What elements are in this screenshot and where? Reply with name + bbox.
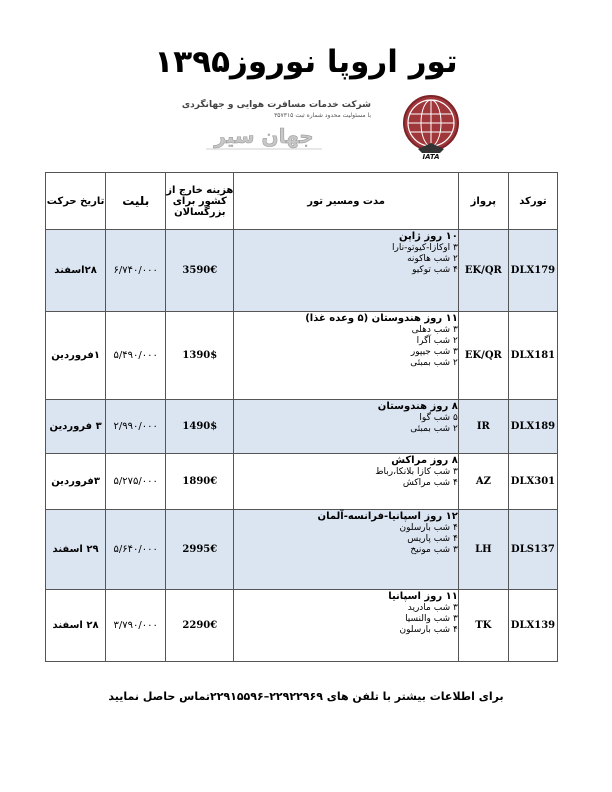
price-cell: 2290€ [166,590,234,662]
route-cell [234,590,458,662]
ticket-cell: ۶/۷۴۰/۰۰۰ [106,230,166,312]
route-title: ۱۰ روز ژاپن [398,231,458,242]
route-stop: ۲ شب هاکونه [407,254,458,264]
route-stop: ۴ شب بارسلون [399,523,458,533]
ticket-cell: ۲/۹۹۰/۰۰۰ [106,400,166,454]
price-cell: 3590€ [166,230,234,312]
company-name: شرکت خدمات مسافرت هوایی و جهانگردی [181,100,371,110]
ticket-cell: ۵/۴۹۰/۰۰۰ [106,312,166,400]
ticket-cell: ۵/۲۷۵/۰۰۰ [106,454,166,510]
price-cell: 1490$ [166,400,234,454]
page-title: تور اروپا نوروز۱۳۹۵ [154,44,458,80]
route-stop: ۲ شب بمبئی [410,424,458,434]
route-stop: ۳ شب جیپور [410,347,458,357]
table-row [46,400,558,454]
table-row [46,590,558,662]
route-stop: ۲ شب بمبئی [410,358,458,368]
company-registration: با مسئولیت محدود شماره ثبت ۳۵۷۳۱۵ [274,112,371,119]
tour-code-cell: DLX139 [508,590,557,662]
tour-table [45,172,558,662]
table-row [46,510,558,590]
route-title: ۸ روز مراکش [391,455,458,466]
departure-date-cell: ۲۸اسفند [46,230,106,312]
route-stop: ۴ شب بارسلون [399,625,458,635]
brand-logo [196,121,332,153]
header-ticket: بلیت [106,173,166,230]
price-cell: 1390$ [166,312,234,400]
table-row [46,230,558,312]
route-cell [234,312,458,400]
airline-cell: IR [458,400,508,454]
route-stop: ۳ شب مادرید [407,603,458,613]
brand-wordmark: جهان سیر [214,124,314,148]
departure-date-cell: ۲۸ اسفند [46,590,106,662]
departure-date-cell: ۱فروردین [46,312,106,400]
departure-date-cell: ۳ فروردین [46,400,106,454]
route-cell [234,400,458,454]
tour-code-cell: DLX181 [508,312,557,400]
header-route: مدت ومسیر تور [234,173,458,230]
price-cell: 1890€ [166,454,234,510]
iata-logo [400,93,462,161]
departure-date-cell: ۲۹ اسفند [46,510,106,590]
route-stop: ۲ شب آگرا [416,336,458,346]
route-title: ۱۱ روز هندوستان (۵ وعده غذا) [305,313,458,324]
company-info [175,100,371,119]
route-cell [234,230,458,312]
header-price: هزینه خارج از کشور برای بزرگسالان [166,173,234,230]
table-row [46,454,558,510]
airline-cell: TK [458,590,508,662]
route-stop: ۳ شب کازا بلانکا،رباط [375,467,458,477]
route-stop: ۳ شب دهلی [411,325,458,335]
header-tour-code: تورکد [508,173,557,230]
ticket-cell: ۳/۷۹۰/۰۰۰ [106,590,166,662]
route-title: ۸ روز هندوستان [377,401,458,412]
route-stop: ۴ شب مراکش [402,478,458,488]
tour-code-cell: DLX301 [508,454,557,510]
price-cell: 2995€ [166,510,234,590]
header-date: تاریخ حرکت [46,173,106,230]
route-stop: ۳ شب والنسیا [405,614,458,624]
iata-label: IATA [422,153,440,161]
table-row [46,312,558,400]
header-flight: پرواز [458,173,508,230]
tour-code-cell: DLS137 [508,510,557,590]
contact-footer: برای اطلاعات بیشتر با تلفن های ۲۲۹۲۲۹۶۹–۲۲۹۱۵۵۹۶تماس حاصل نمایید [108,690,504,703]
tour-code-cell: DLX179 [508,230,557,312]
route-stop: ۴ شب توکیو [412,265,458,275]
route-stop: ۴ شب پاریس [407,534,458,544]
airline-cell: EK/QR [458,312,508,400]
route-cell [234,510,458,590]
ticket-cell: ۵/۶۴۰/۰۰۰ [106,510,166,590]
route-stop: ۵ شب گوا [419,413,458,423]
route-stop: ۳ اوکازا-کیوتو-نارا [391,243,458,253]
tour-code-cell: DLX189 [508,400,557,454]
airline-cell: AZ [458,454,508,510]
table-header-row [46,173,558,230]
route-stop: ۳ شب مونیخ [410,545,458,555]
route-title: ۱۲ روز اسپانیا-فرانسه-آلمان [317,511,458,522]
airline-cell: EK/QR [458,230,508,312]
airline-cell: LH [458,510,508,590]
departure-date-cell: ۳فروردین [46,454,106,510]
route-title: ۱۱ روز اسپانیا [388,591,458,602]
route-cell [234,454,458,510]
